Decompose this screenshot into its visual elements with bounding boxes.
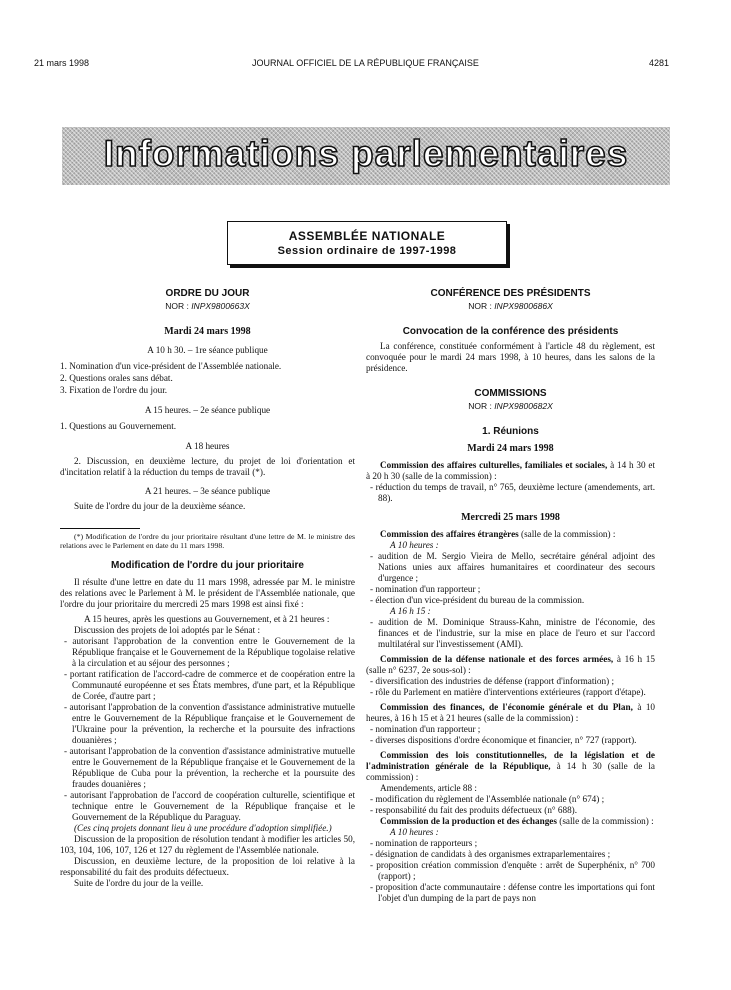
reunion-date: Mercredi 25 mars 1998 [461, 512, 560, 523]
modification-paragraph: Suite de l'ordre du jour de la veille. [74, 878, 204, 888]
right-column [366, 288, 655, 904]
commission-item: - audition de M. Dominique Strauss-Kahn, ministre de l'économie, des finances et de l'industrie, sur la mise en place de l'euro et sur l'accord multilatéral sur l'investissement (AMI). [370, 617, 655, 649]
modification-paragraph: Discussion, en deuxième lecture, de la proposition de loi relative à la responsabilité du fait des produits défectueux. [60, 856, 355, 877]
commission-item: - nomination d'un rapporteur ; [370, 584, 481, 594]
assembly-title-box [227, 221, 507, 265]
commission-lead: Amendements, article 88 : [380, 783, 477, 793]
session-3-heading: A 18 heures [185, 441, 230, 451]
commission-item: - rôle du Parlement en matière d'interventions extérieures (rapport d'étape). [370, 687, 646, 697]
convocation-text: La conférence, constituée conformément à l'article 48 du règlement, est convoquée pour le mardi 24 mars 1998, à 10 heures, dans les salons de la présidence. [366, 341, 655, 373]
commission-item: - nomination de rapporteurs ; [370, 838, 478, 848]
header-date: 21 mars 1998 [34, 58, 90, 68]
session-2-heading: A 15 heures. – 2e séance publique [144, 405, 271, 415]
modification-paragraph: Discussion de la proposition de résolution tendant à modifier les articles 50, 103, 104, 106, 107, 126 et 127 du règlement de l'Assemblée nationale. [60, 834, 355, 855]
commission-item: - audition de M. Sergio Vieira de Mello, secrétaire général adjoint des Nations unies aux affaires humanitaires et coordinateur des secours d'urgence ; [370, 551, 655, 583]
bill-item: - autorisant l'approbation de la convention d'assistance administrative mutuelle entre le Gouvernement de la République française et le Gouvernement de l'Ukraine pour la prévention, la recherche et la poursuite des infractions douanières ; [64, 702, 355, 745]
commission-time: A 10 heures : [390, 827, 439, 837]
commission-item: - responsabilité du fait des produits défectueux (n° 688). [370, 805, 578, 815]
order-title: ORDRE DU JOUR [165, 288, 250, 299]
commission-item: - élection d'un vice-président du bureau de la commission. [370, 595, 585, 605]
commission-item: - diverses dispositions d'ordre économique et financier, n° 727 (rapport). [370, 735, 637, 745]
bill-item: - autorisant l'approbation de la convention entre le Gouvernement de la République française et le Gouvernement de la République togolaise relative à la circulation et au séjour des personnes ; [64, 636, 355, 668]
agenda-item: 2. Questions orales sans débat. [60, 373, 173, 383]
commission-item: - diversification des industries de défense (rapport d'information) ; [370, 676, 615, 686]
modification-paragraph: Il résulte d'une lettre en date du 11 mars 1998, adressée par M. le ministre des relations avec le Parlement à M. le président de l'Assemblée nationale, que l'ordre du jour prioritaire du mercredi 25 mars 1998 est ainsi fixé : [60, 577, 355, 609]
session-1-heading: A 10 h 30. – 1re séance publique [147, 345, 268, 355]
commission-item: - modification du règlement de l'Assemblée nationale (n° 674) ; [370, 794, 605, 804]
order-nor: NOR : INPX9800663X [165, 301, 250, 311]
commission-entry: Commission des affaires culturelles, familiales et sociales, à 14 h 30 et à 20 h 30 (salle de la commission) : [366, 460, 655, 481]
commission-entry: Commission de la production et des échanges (salle de la commission) : [380, 816, 654, 826]
reunions-heading: 1. Réunions [482, 426, 539, 437]
commission-item: - réduction du temps de travail, n° 765, deuxième lecture (amendements, art. 88). [370, 482, 655, 503]
header-page-number: 4281 [648, 58, 669, 68]
agenda-item: 1. Questions au Gouvernement. [60, 421, 177, 431]
bill-item: - autorisant l'approbation de la convention d'assistance administrative mutuelle entre le Gouvernement de la République française et le Gouvernement de la République de Cuba pour la prévention, la recherche et la poursuite des fraudes douanières ; [64, 746, 355, 789]
conference-title: CONFÉRENCE DES PRÉSIDENTS [430, 288, 591, 299]
agenda-item: 2. Discussion, en deuxième lecture, du projet de loi d'orientation et d'incitation relatif à la réduction du temps de travail (*). [60, 456, 355, 477]
footnote: (*) Modification de l'ordre du jour prioritaire résultant d'une lettre de M. le ministre des relations avec le Parlement en date du 11 mars 1998. [60, 532, 355, 550]
commission-item: - nomination d'un rapporteur ; [370, 724, 481, 734]
simplified-note: (Ces cinq projets donnant lieu à une procédure d'adoption simplifiée.) [74, 823, 332, 833]
banner-title: Informations parlementaires [103, 133, 629, 174]
left-column [60, 288, 355, 889]
commission-entry: Commission des lois constitutionnelles, de la législation et de l'administration générale de la République, à 14 h 30 (salle de la commission) : [366, 750, 655, 782]
commission-item: - proposition création commission d'enquête : arrêt de Superphénix, n° 700 (rapport) ; [370, 860, 655, 881]
session-4-heading: A 21 heures. – 3e séance publique [144, 486, 271, 496]
commissions-title: COMMISSIONS [474, 388, 547, 399]
commissions-nor: NOR : INPX9800682X [468, 401, 553, 411]
commission-time: A 10 heures : [390, 540, 439, 550]
agenda-item: 3. Fixation de l'ordre du jour. [60, 385, 168, 395]
session-4-text: Suite de l'ordre du jour de la deuxième séance. [74, 501, 246, 511]
bill-item: - autorisant l'approbation de l'accord de coopération culturelle, scientifique et technique entre le Gouvernement de la République française et le Gouvernement de la République du Paraguay. [64, 790, 355, 822]
commission-entry: Commission de la défense nationale et des forces armées, à 16 h 15 (salle n° 6237, 2e sous-sol) : [366, 654, 655, 675]
order-date: Mardi 24 mars 1998 [164, 326, 251, 337]
bill-item: - portant ratification de l'accord-cadre de commerce et de coopération entre la Communauté européenne et ses États membres, d'une part, et la République de Corée, d'autre part ; [64, 669, 355, 701]
footnote-rule [60, 528, 140, 529]
commission-entry: Commission des affaires étrangères (salle de la commission) : [380, 529, 616, 539]
assembly-title: ASSEMBLÉE NATIONALE [288, 229, 446, 243]
agenda-item: 1. Nomination d'un vice-président de l'Assemblée nationale. [60, 361, 282, 371]
session-title: Session ordinaire de 1997-1998 [277, 245, 457, 257]
modification-when: A 15 heures, après les questions au Gouvernement, et à 21 heures : [84, 614, 330, 624]
commission-item: - désignation de candidats à des organismes extraparlementaires ; [370, 849, 611, 859]
modification-lead: Discussion des projets de loi adoptés par le Sénat : [74, 625, 261, 635]
reunion-date: Mardi 24 mars 1998 [467, 443, 554, 454]
section-banner [62, 127, 670, 185]
modification-title: Modification de l'ordre du jour prioritaire [111, 560, 304, 571]
commission-time: A 16 h 15 : [390, 606, 431, 616]
convocation-title: Convocation de la conférence des présidents [402, 326, 619, 337]
conference-nor: NOR : INPX9800686X [468, 301, 553, 311]
header-journal: JOURNAL OFFICIEL DE LA RÉPUBLIQUE FRANÇAISE [252, 58, 479, 68]
commission-item: - proposition d'acte communautaire : défense contre les importations qui font l'objet d'un dumping de la part de pays non [370, 882, 655, 903]
commission-entry: Commission des finances, de l'économie générale et du Plan, à 10 heures, à 16 h 15 et à 21 heures (salle de la commission) : [366, 702, 656, 723]
